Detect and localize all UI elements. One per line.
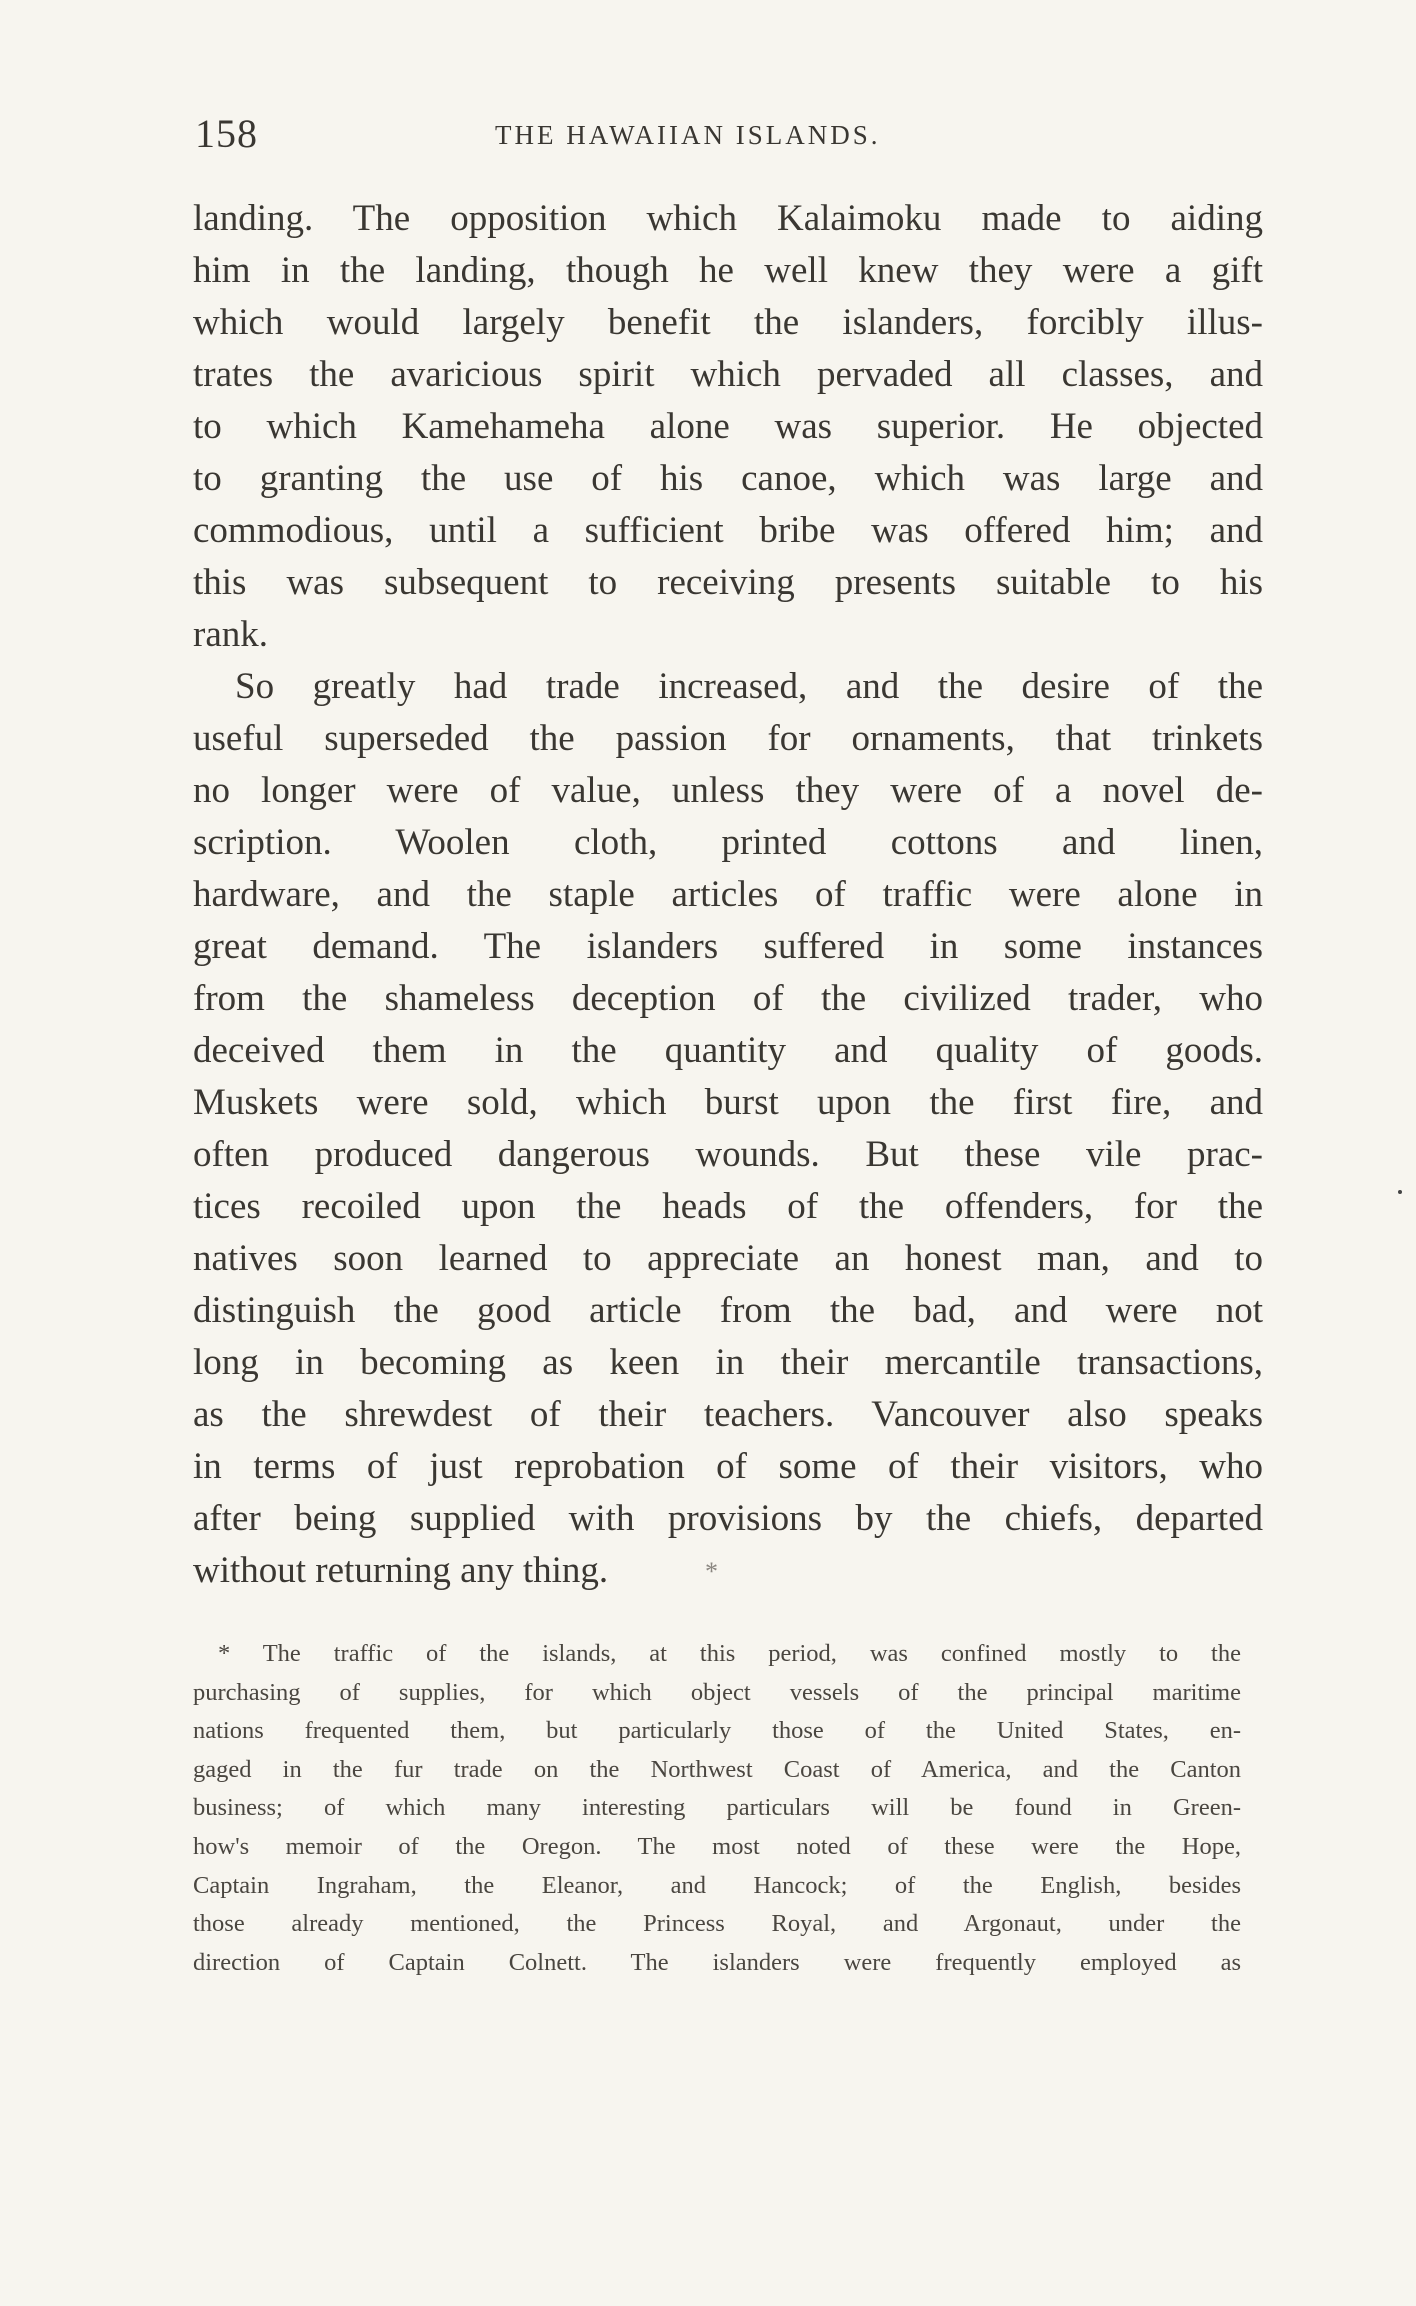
- footnote-line: direction of Captain Colnett. The islanders were frequently employed as: [193, 1948, 1241, 1976]
- body-line: in terms of just reprobation of some of their visitors, who: [193, 1446, 1263, 1487]
- header-title: THE HAWAIIAN ISLANDS.: [495, 120, 881, 150]
- body-line: to which Kamehameha alone was superior. He objected: [193, 406, 1263, 447]
- footnote: [193, 1635, 1241, 1982]
- running-head: [195, 110, 1250, 160]
- body-line: to granting the use of his canoe, which was large and: [193, 458, 1263, 499]
- body-line: great demand. The islanders suffered in some instances: [193, 926, 1263, 967]
- body-line: from the shameless deception of the civilized trader, who: [193, 978, 1263, 1019]
- body-line: without returning any thing.: [193, 1550, 609, 1591]
- body-line: long in becoming as keen in their mercantile transactions,: [193, 1342, 1263, 1383]
- body-line: commodious, until a sufficient bribe was offered him; and: [193, 510, 1263, 551]
- footnote-line: gaged in the fur trade on the Northwest Coast of America, and the Canton: [193, 1755, 1241, 1783]
- body-line: often produced dangerous wounds. But these vile prac-: [193, 1134, 1263, 1175]
- body-line: which would largely benefit the islanders, forcibly illus-: [193, 302, 1263, 343]
- body-line: distinguish the good article from the bad, and were not: [193, 1290, 1263, 1331]
- body-line: useful superseded the passion for ornaments, that trinkets: [193, 718, 1263, 759]
- body-line: natives soon learned to appreciate an honest man, and to: [193, 1238, 1263, 1279]
- paper-speck: [1398, 1190, 1402, 1194]
- body-line: him in the landing, though he well knew they were a gift: [193, 250, 1263, 291]
- footnote-line: * The traffic of the islands, at this period, was confined mostly to the: [218, 1640, 1241, 1667]
- body-line: scription. Woolen cloth, printed cottons and linen,: [193, 822, 1263, 863]
- footnote-line: Captain Ingraham, the Eleanor, and Hancock; of the English, besides: [193, 1871, 1241, 1899]
- footnote-line: those already mentioned, the Princess Royal, and Argonaut, under the: [193, 1910, 1241, 1938]
- body-text: [193, 193, 1263, 1597]
- footnote-line: how's memoir of the Oregon. The most noted of these were the Hope,: [193, 1832, 1241, 1860]
- body-line: after being supplied with provisions by the chiefs, departed: [193, 1498, 1263, 1539]
- body-line: So greatly had trade increased, and the desire of the: [235, 666, 1263, 707]
- footnote-reference-mark: *: [705, 1557, 718, 1586]
- footnote-line: purchasing of supplies, for which object vessels of the principal maritime: [193, 1678, 1241, 1706]
- body-line: rank.: [193, 614, 268, 655]
- body-line: tices recoiled upon the heads of the offenders, for the: [193, 1186, 1263, 1227]
- body-line: deceived them in the quantity and quality of goods.: [193, 1030, 1263, 1071]
- body-line: this was subsequent to receiving presents suitable to his: [193, 562, 1263, 603]
- body-line: as the shrewdest of their teachers. Vancouver also speaks: [193, 1394, 1263, 1435]
- body-line: no longer were of value, unless they were of a novel de-: [193, 770, 1263, 811]
- page-number: 158: [195, 111, 258, 156]
- body-line: trates the avaricious spirit which pervaded all classes, and: [193, 354, 1263, 395]
- body-line: Muskets were sold, which burst upon the first fire, and: [193, 1082, 1263, 1123]
- body-line: hardware, and the staple articles of traffic were alone in: [193, 874, 1263, 915]
- body-line: landing. The opposition which Kalaimoku made to aiding: [193, 198, 1263, 239]
- footnote-line: nations frequented them, but particularly those of the United States, en-: [193, 1717, 1241, 1745]
- footnote-line: business; of which many interesting particulars will be found in Green-: [193, 1794, 1241, 1822]
